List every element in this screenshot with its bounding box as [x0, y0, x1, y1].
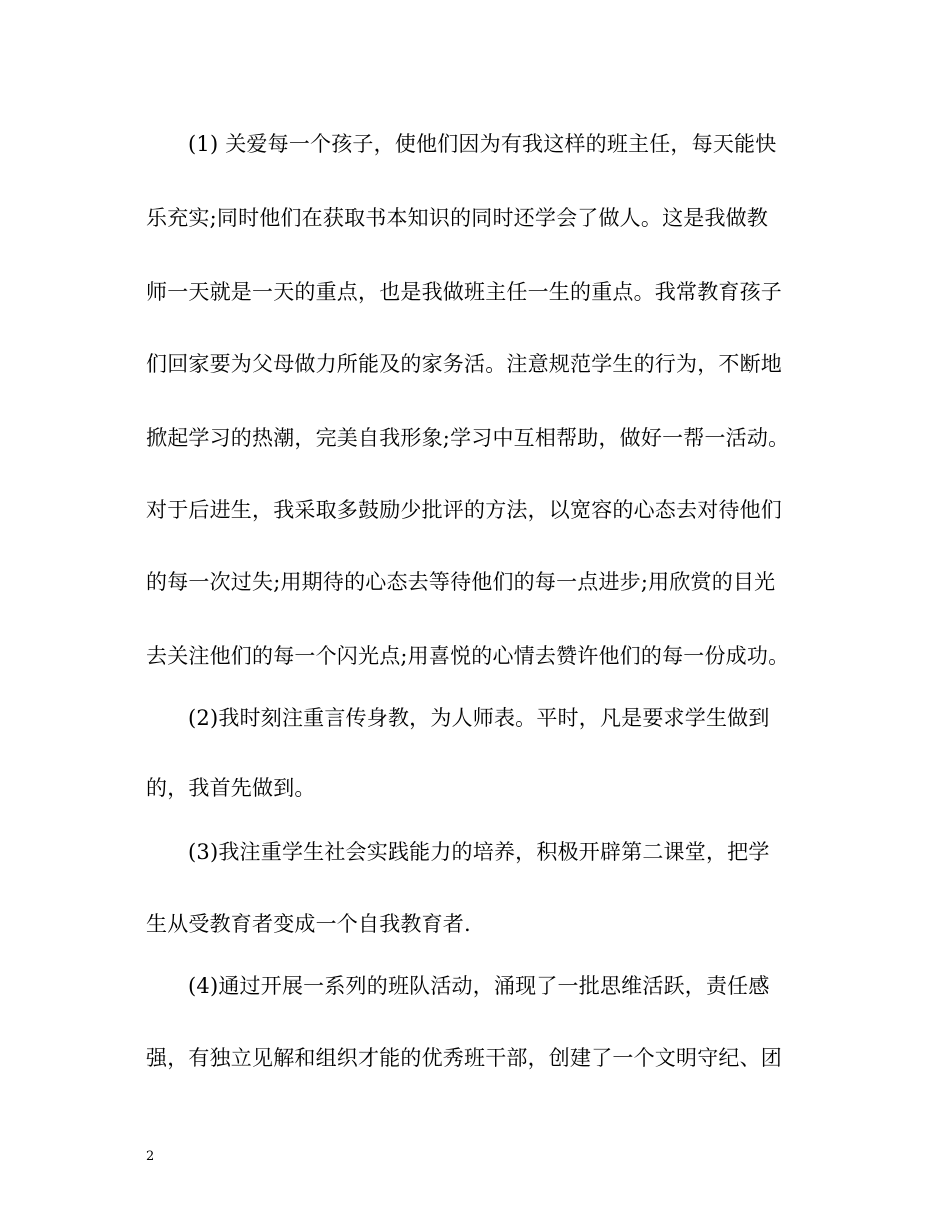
page-number: 2: [146, 1149, 155, 1164]
text-line-5: 掀起学习的热潮，完美自我形象;学习中互相帮助，做好一帮一活动。: [146, 426, 790, 450]
text-line-11: (3)我注重学生社会实践能力的培养，积极开辟第二课堂，把学: [188, 840, 770, 864]
text-line-13: (4)通过开展一系列的班队活动，涌现了一批思维活跃，责任感: [188, 974, 770, 998]
text-line-14: 强，有独立见解和组织才能的优秀班干部，创建了一个文明守纪、团: [146, 1046, 782, 1070]
text-line-6: 对于后进生，我采取多鼓励少批评的方法，以宽容的心态去对待他们: [146, 498, 782, 522]
text-line-4: 们回家要为父母做力所能及的家务活。注意规范学生的行为，不断地: [146, 352, 782, 376]
text-line-8: 去关注他们的每一个闪光点;用喜悦的心情去赞许他们的每一份成功。: [146, 644, 790, 668]
text-line-10: 的，我首先做到。: [146, 776, 316, 800]
text-line-3: 师一天就是一天的重点，也是我做班主任一生的重点。我常教育孩子: [146, 280, 782, 304]
text-line-9: (2)我时刻注重言传身教，为人师表。平时，凡是要求学生做到: [188, 706, 770, 730]
text-line-2: 乐充实;同时他们在获取书本知识的同时还学会了做人。这是我做教: [146, 206, 769, 230]
text-line-12: 生从受教育者变成一个自我教育者.: [146, 912, 471, 936]
text-line-7: 的每一次过失;用期待的心态去等待他们的每一点进步;用欣赏的目光: [146, 570, 776, 594]
text-line-1: (1) 关爱每一个孩子，使他们因为有我这样的班主任，每天能快: [188, 132, 777, 156]
